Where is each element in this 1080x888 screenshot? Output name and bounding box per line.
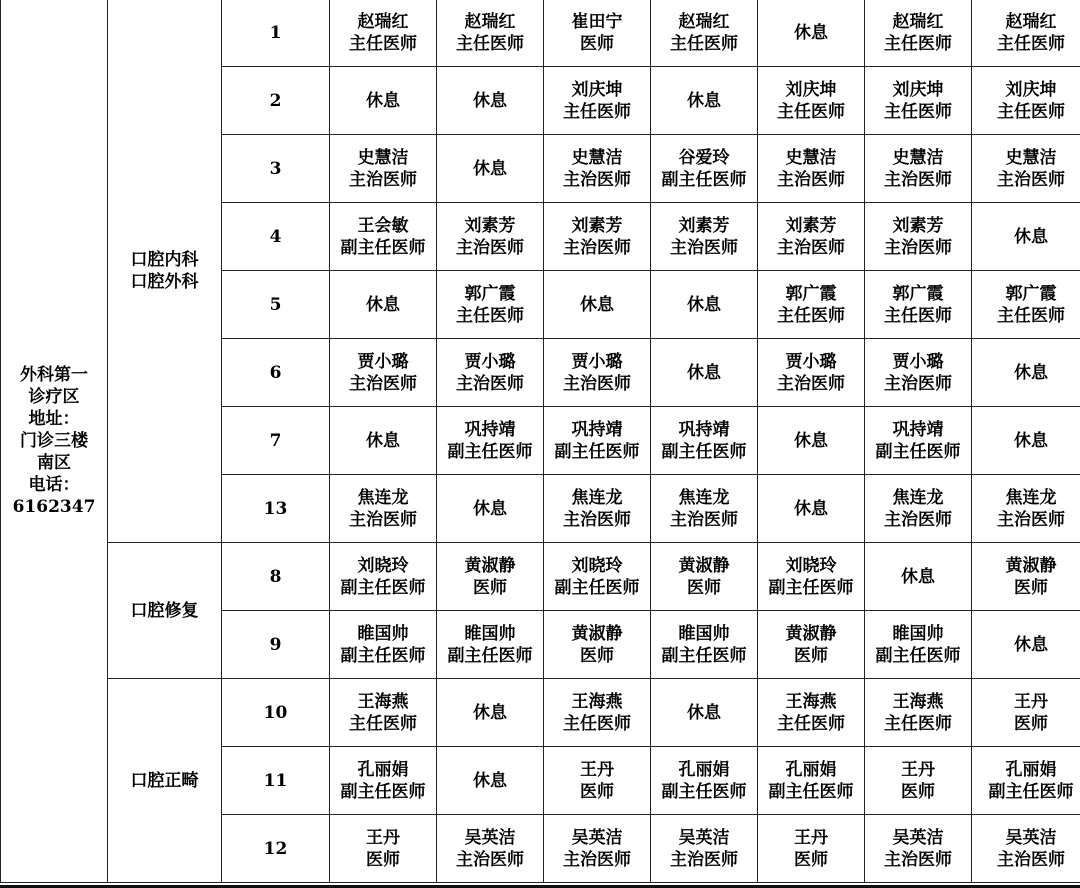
doctor-name: 巩持靖 bbox=[892, 419, 944, 440]
doctor-title: 主任医师 bbox=[997, 101, 1065, 122]
schedule-cell bbox=[865, 815, 972, 883]
doctor-name: 崔田宁 bbox=[571, 11, 623, 32]
doctor-title: 医师 bbox=[1014, 577, 1048, 598]
doctor-name: 黄淑静 bbox=[1005, 555, 1057, 576]
doctor-title: 主治医师 bbox=[563, 373, 631, 394]
schedule-cell bbox=[758, 0, 865, 67]
schedule-cell bbox=[437, 0, 544, 67]
doctor-name: 巩持靖 bbox=[571, 419, 623, 440]
doctor-name: 刘素芳 bbox=[678, 215, 730, 236]
doctor-title: 主治医师 bbox=[349, 373, 417, 394]
room-number: 3 bbox=[222, 135, 330, 203]
room-number: 10 bbox=[222, 679, 330, 747]
doctor-name: 贾小璐 bbox=[357, 351, 409, 372]
doctor-title: 副主任医师 bbox=[661, 441, 747, 462]
doctor-title: 主治医师 bbox=[349, 509, 417, 530]
schedule-cell bbox=[437, 271, 544, 339]
doctor-name: 刘晓玲 bbox=[571, 555, 623, 576]
schedule-cell bbox=[758, 611, 865, 679]
rest-label: 休息 bbox=[794, 22, 828, 43]
department-cell bbox=[108, 679, 222, 883]
schedule-cell bbox=[330, 747, 437, 815]
schedule-cell bbox=[758, 203, 865, 271]
doctor-name: 吴英洁 bbox=[892, 827, 944, 848]
room-number: 7 bbox=[222, 407, 330, 475]
schedule-cell bbox=[972, 135, 1080, 203]
schedule-cell bbox=[865, 135, 972, 203]
doctor-name: 吴英洁 bbox=[571, 827, 623, 848]
schedule-cell bbox=[972, 679, 1080, 747]
rest-label: 休息 bbox=[687, 362, 721, 383]
room-number: 8 bbox=[222, 543, 330, 611]
doctor-title: 主治医师 bbox=[884, 169, 952, 190]
doctor-name: 贾小璐 bbox=[464, 351, 516, 372]
doctor-name: 巩持靖 bbox=[678, 419, 730, 440]
doctor-title: 主任医师 bbox=[997, 305, 1065, 326]
rest-label: 休息 bbox=[366, 430, 400, 451]
schedule-cell bbox=[330, 271, 437, 339]
schedule-cell bbox=[865, 543, 972, 611]
rest-label: 休息 bbox=[473, 158, 507, 179]
doctor-title: 副主任医师 bbox=[661, 781, 747, 802]
doctor-title: 主任医师 bbox=[456, 305, 524, 326]
schedule-cell bbox=[651, 135, 758, 203]
rest-label: 休息 bbox=[1014, 362, 1048, 383]
doctor-title: 医师 bbox=[687, 577, 721, 598]
doctor-title: 副主任医师 bbox=[875, 441, 961, 462]
doctor-name: 刘庆坤 bbox=[892, 79, 944, 100]
clinic-info-line: 外科第一 bbox=[20, 364, 88, 385]
room-number: 1 bbox=[222, 0, 330, 67]
doctor-title: 主治医师 bbox=[456, 373, 524, 394]
doctor-name: 赵瑞红 bbox=[678, 11, 730, 32]
doctor-name: 史慧洁 bbox=[785, 147, 837, 168]
doctor-name: 睢国帅 bbox=[678, 623, 730, 644]
doctor-name: 黄淑静 bbox=[571, 623, 623, 644]
doctor-name: 吴英洁 bbox=[464, 827, 516, 848]
rest-label: 休息 bbox=[687, 702, 721, 723]
rest-label: 休息 bbox=[1014, 226, 1048, 247]
doctor-name: 贾小璐 bbox=[785, 351, 837, 372]
schedule-cell bbox=[437, 67, 544, 135]
schedule-cell bbox=[758, 475, 865, 543]
doctor-title: 主治医师 bbox=[997, 169, 1065, 190]
schedule-cell bbox=[651, 271, 758, 339]
doctor-name: 史慧洁 bbox=[571, 147, 623, 168]
doctor-title: 主治医师 bbox=[997, 849, 1065, 870]
doctor-title: 副主任医师 bbox=[554, 441, 640, 462]
doctor-title: 副主任医师 bbox=[340, 781, 426, 802]
schedule-cell bbox=[437, 339, 544, 407]
doctor-name: 吴英洁 bbox=[1005, 827, 1057, 848]
clinic-info-line: 南区 bbox=[37, 452, 71, 473]
doctor-name: 郭广霞 bbox=[1005, 283, 1057, 304]
schedule-cell bbox=[972, 543, 1080, 611]
doctor-title: 主治医师 bbox=[884, 373, 952, 394]
schedule-cell bbox=[758, 407, 865, 475]
department-name: 口腔修复 bbox=[130, 600, 199, 621]
schedule-cell bbox=[865, 0, 972, 67]
doctor-title: 副主任医师 bbox=[768, 781, 854, 802]
doctor-name: 孔丽娟 bbox=[785, 759, 837, 780]
doctor-title: 主任医师 bbox=[456, 33, 524, 54]
schedule-cell bbox=[437, 543, 544, 611]
schedule-cell bbox=[651, 747, 758, 815]
schedule-cell bbox=[651, 543, 758, 611]
doctor-name: 王丹 bbox=[794, 827, 828, 848]
doctor-title: 副主任医师 bbox=[875, 645, 961, 666]
schedule-cell bbox=[865, 339, 972, 407]
doctor-title: 主治医师 bbox=[563, 849, 631, 870]
schedule-cell bbox=[651, 339, 758, 407]
schedule-cell bbox=[651, 815, 758, 883]
schedule-cell bbox=[330, 679, 437, 747]
schedule-cell bbox=[437, 815, 544, 883]
doctor-title: 医师 bbox=[580, 645, 614, 666]
doctor-name: 史慧洁 bbox=[357, 147, 409, 168]
doctor-name: 谷爱玲 bbox=[678, 147, 730, 168]
room-number: 5 bbox=[222, 271, 330, 339]
rest-label: 休息 bbox=[1014, 430, 1048, 451]
doctor-name: 王海燕 bbox=[357, 691, 409, 712]
schedule-cell bbox=[972, 611, 1080, 679]
doctor-name: 王会敏 bbox=[357, 215, 409, 236]
schedule-cell bbox=[758, 67, 865, 135]
table-row bbox=[1, 679, 1080, 747]
doctor-title: 医师 bbox=[580, 33, 614, 54]
rest-label: 休息 bbox=[366, 294, 400, 315]
doctor-title: 主治医师 bbox=[563, 509, 631, 530]
clinic-info-line: 电话： bbox=[28, 474, 80, 495]
doctor-name: 睢国帅 bbox=[464, 623, 516, 644]
doctor-name: 赵瑞红 bbox=[357, 11, 409, 32]
schedule-cell bbox=[544, 67, 651, 135]
clinic-info-line: 诊疗区 bbox=[28, 386, 80, 407]
doctor-title: 主任医师 bbox=[997, 33, 1065, 54]
schedule-cell bbox=[437, 475, 544, 543]
doctor-title: 主治医师 bbox=[349, 169, 417, 190]
department-cell bbox=[108, 543, 222, 679]
rest-label: 休息 bbox=[473, 770, 507, 791]
doctor-name: 王丹 bbox=[901, 759, 935, 780]
schedule-cell bbox=[544, 611, 651, 679]
schedule-cell bbox=[437, 747, 544, 815]
schedule-cell bbox=[544, 815, 651, 883]
schedule-cell bbox=[544, 475, 651, 543]
doctor-name: 刘庆坤 bbox=[571, 79, 623, 100]
doctor-title: 副主任医师 bbox=[661, 169, 747, 190]
schedule-cell bbox=[330, 67, 437, 135]
schedule-cell bbox=[330, 611, 437, 679]
doctor-name: 刘晓玲 bbox=[785, 555, 837, 576]
doctor-title: 主任医师 bbox=[777, 101, 845, 122]
doctor-name: 睢国帅 bbox=[892, 623, 944, 644]
doctor-name: 焦连龙 bbox=[357, 487, 409, 508]
doctor-title: 主治医师 bbox=[456, 237, 524, 258]
schedule-cell bbox=[544, 0, 651, 67]
schedule-cell bbox=[544, 407, 651, 475]
doctor-title: 主任医师 bbox=[563, 101, 631, 122]
department-name: 口腔内科 bbox=[130, 249, 199, 270]
schedule-cell bbox=[544, 135, 651, 203]
schedule-cell bbox=[651, 67, 758, 135]
schedule-cell bbox=[972, 747, 1080, 815]
doctor-name: 刘素芳 bbox=[892, 215, 944, 236]
schedule-cell bbox=[758, 271, 865, 339]
schedule-cell bbox=[972, 475, 1080, 543]
doctor-title: 副主任医师 bbox=[447, 441, 533, 462]
doctor-name: 刘庆坤 bbox=[785, 79, 837, 100]
doctor-name: 刘素芳 bbox=[464, 215, 516, 236]
doctor-title: 副主任医师 bbox=[340, 577, 426, 598]
doctor-title: 医师 bbox=[901, 781, 935, 802]
schedule-cell bbox=[865, 271, 972, 339]
schedule-cell bbox=[544, 543, 651, 611]
doctor-title: 主治医师 bbox=[884, 849, 952, 870]
schedule-cell bbox=[544, 339, 651, 407]
doctor-name: 焦连龙 bbox=[1005, 487, 1057, 508]
doctor-name: 赵瑞红 bbox=[1005, 11, 1057, 32]
schedule-cell bbox=[865, 679, 972, 747]
doctor-title: 主治医师 bbox=[456, 849, 524, 870]
schedule-cell bbox=[330, 815, 437, 883]
room-number: 6 bbox=[222, 339, 330, 407]
doctor-title: 医师 bbox=[366, 849, 400, 870]
schedule-cell bbox=[758, 543, 865, 611]
schedule-cell bbox=[865, 747, 972, 815]
schedule-cell bbox=[865, 611, 972, 679]
schedule-cell bbox=[651, 0, 758, 67]
schedule-cell bbox=[437, 611, 544, 679]
doctor-title: 医师 bbox=[1014, 713, 1048, 734]
doctor-title: 主治医师 bbox=[563, 169, 631, 190]
department-name: 口腔正畸 bbox=[130, 770, 199, 791]
schedule-cell bbox=[865, 203, 972, 271]
room-number: 9 bbox=[222, 611, 330, 679]
schedule-cell bbox=[972, 339, 1080, 407]
doctor-name: 焦连龙 bbox=[571, 487, 623, 508]
doctor-name: 史慧洁 bbox=[1005, 147, 1057, 168]
doctor-name: 刘晓玲 bbox=[357, 555, 409, 576]
doctor-title: 主任医师 bbox=[777, 305, 845, 326]
rest-label: 休息 bbox=[794, 498, 828, 519]
schedule-cell bbox=[651, 407, 758, 475]
doctor-name: 焦连龙 bbox=[892, 487, 944, 508]
doctor-name: 刘庆坤 bbox=[1005, 79, 1057, 100]
rest-label: 休息 bbox=[687, 294, 721, 315]
department-name: 口腔外科 bbox=[130, 271, 199, 292]
schedule-cell bbox=[865, 67, 972, 135]
schedule-cell bbox=[437, 135, 544, 203]
doctor-title: 主任医师 bbox=[777, 713, 845, 734]
doctor-title: 主任医师 bbox=[884, 305, 952, 326]
schedule-cell bbox=[972, 407, 1080, 475]
rest-label: 休息 bbox=[794, 430, 828, 451]
doctor-title: 医师 bbox=[794, 849, 828, 870]
schedule-cell bbox=[330, 339, 437, 407]
doctor-title: 主治医师 bbox=[670, 849, 738, 870]
doctor-name: 睢国帅 bbox=[357, 623, 409, 644]
doctor-name: 刘素芳 bbox=[571, 215, 623, 236]
doctor-title: 主治医师 bbox=[777, 373, 845, 394]
rest-label: 休息 bbox=[473, 498, 507, 519]
doctor-name: 贾小璐 bbox=[571, 351, 623, 372]
doctor-name: 郭广霞 bbox=[892, 283, 944, 304]
schedule-cell bbox=[758, 747, 865, 815]
doctor-name: 郭广霞 bbox=[785, 283, 837, 304]
schedule-cell bbox=[758, 815, 865, 883]
schedule-cell bbox=[330, 203, 437, 271]
doctor-name: 赵瑞红 bbox=[464, 11, 516, 32]
doctor-name: 王丹 bbox=[1014, 691, 1048, 712]
doctor-name: 孔丽娟 bbox=[357, 759, 409, 780]
doctor-name: 王丹 bbox=[366, 827, 400, 848]
doctor-title: 主治医师 bbox=[997, 509, 1065, 530]
room-number: 2 bbox=[222, 67, 330, 135]
rest-label: 休息 bbox=[1014, 634, 1048, 655]
schedule-cell bbox=[972, 67, 1080, 135]
doctor-name: 王海燕 bbox=[571, 691, 623, 712]
schedule-cell bbox=[972, 0, 1080, 67]
schedule-cell bbox=[865, 407, 972, 475]
table-row bbox=[1, 543, 1080, 611]
doctor-name: 焦连龙 bbox=[678, 487, 730, 508]
doctor-title: 主治医师 bbox=[884, 509, 952, 530]
schedule-cell bbox=[544, 271, 651, 339]
clinic-info-line: 6162347 bbox=[12, 496, 96, 517]
rest-label: 休息 bbox=[901, 566, 935, 587]
rest-label: 休息 bbox=[473, 90, 507, 111]
schedule-cell bbox=[437, 407, 544, 475]
rest-label: 休息 bbox=[366, 90, 400, 111]
doctor-name: 刘素芳 bbox=[785, 215, 837, 236]
schedule-cell bbox=[651, 679, 758, 747]
department-cell bbox=[108, 0, 222, 543]
schedule-cell bbox=[330, 407, 437, 475]
doctor-name: 郭广霞 bbox=[464, 283, 516, 304]
doctor-name: 孔丽娟 bbox=[1005, 759, 1057, 780]
doctor-name: 史慧洁 bbox=[892, 147, 944, 168]
schedule-body bbox=[1, 0, 1080, 883]
schedule-cell bbox=[758, 339, 865, 407]
schedule-cell bbox=[437, 203, 544, 271]
doctor-title: 医师 bbox=[580, 781, 614, 802]
schedule-cell bbox=[758, 679, 865, 747]
doctor-title: 主治医师 bbox=[777, 169, 845, 190]
doctor-name: 黄淑静 bbox=[785, 623, 837, 644]
schedule-cell bbox=[651, 203, 758, 271]
doctor-title: 主任医师 bbox=[884, 33, 952, 54]
schedule-cell bbox=[865, 475, 972, 543]
doctor-title: 主治医师 bbox=[777, 237, 845, 258]
schedule-cell bbox=[544, 203, 651, 271]
schedule-cell bbox=[437, 679, 544, 747]
clinic-info-cell bbox=[1, 0, 108, 883]
schedule-cell bbox=[972, 271, 1080, 339]
doctor-name: 黄淑静 bbox=[678, 555, 730, 576]
doctor-title: 主任医师 bbox=[563, 713, 631, 734]
rest-label: 休息 bbox=[473, 702, 507, 723]
doctor-title: 主任医师 bbox=[349, 33, 417, 54]
schedule-cell bbox=[544, 679, 651, 747]
doctor-title: 副主任医师 bbox=[340, 645, 426, 666]
doctor-title: 副主任医师 bbox=[988, 781, 1074, 802]
schedule-cell bbox=[758, 135, 865, 203]
doctor-name: 王海燕 bbox=[892, 691, 944, 712]
doctor-name: 吴英洁 bbox=[678, 827, 730, 848]
doctor-title: 主任医师 bbox=[884, 101, 952, 122]
schedule-cell bbox=[330, 0, 437, 67]
rest-label: 休息 bbox=[687, 90, 721, 111]
doctor-title: 主任医师 bbox=[884, 713, 952, 734]
doctor-name: 巩持靖 bbox=[464, 419, 516, 440]
doctor-title: 副主任医师 bbox=[768, 577, 854, 598]
doctor-title: 副主任医师 bbox=[554, 577, 640, 598]
schedule-cell bbox=[651, 475, 758, 543]
clinic-info-line: 地址： bbox=[28, 408, 80, 429]
doctor-title: 主治医师 bbox=[563, 237, 631, 258]
room-number: 4 bbox=[222, 203, 330, 271]
doctor-name: 王丹 bbox=[580, 759, 614, 780]
doctor-title: 医师 bbox=[794, 645, 828, 666]
schedule-cell bbox=[330, 543, 437, 611]
doctor-name: 黄淑静 bbox=[464, 555, 516, 576]
doctor-title: 副主任医师 bbox=[447, 645, 533, 666]
schedule-cell bbox=[972, 203, 1080, 271]
schedule-cell bbox=[972, 815, 1080, 883]
schedule-cell bbox=[544, 747, 651, 815]
doctor-name: 赵瑞红 bbox=[892, 11, 944, 32]
room-number: 12 bbox=[222, 815, 330, 883]
room-number: 13 bbox=[222, 475, 330, 543]
schedule-cell bbox=[651, 611, 758, 679]
doctor-title: 主任医师 bbox=[349, 713, 417, 734]
clinic-info-line: 门诊三楼 bbox=[20, 430, 88, 451]
doctor-title: 主治医师 bbox=[670, 237, 738, 258]
doctor-name: 贾小璐 bbox=[892, 351, 944, 372]
doctor-name: 孔丽娟 bbox=[678, 759, 730, 780]
doctor-name: 王海燕 bbox=[785, 691, 837, 712]
schedule-cell bbox=[330, 475, 437, 543]
rest-label: 休息 bbox=[580, 294, 614, 315]
doctor-title: 主任医师 bbox=[670, 33, 738, 54]
schedule-cell bbox=[330, 135, 437, 203]
doctor-title: 副主任医师 bbox=[340, 237, 426, 258]
doctor-title: 主治医师 bbox=[670, 509, 738, 530]
doctor-title: 医师 bbox=[473, 577, 507, 598]
table-row bbox=[1, 0, 1080, 67]
doctor-title: 主治医师 bbox=[884, 237, 952, 258]
doctor-title: 副主任医师 bbox=[661, 645, 747, 666]
room-number: 11 bbox=[222, 747, 330, 815]
